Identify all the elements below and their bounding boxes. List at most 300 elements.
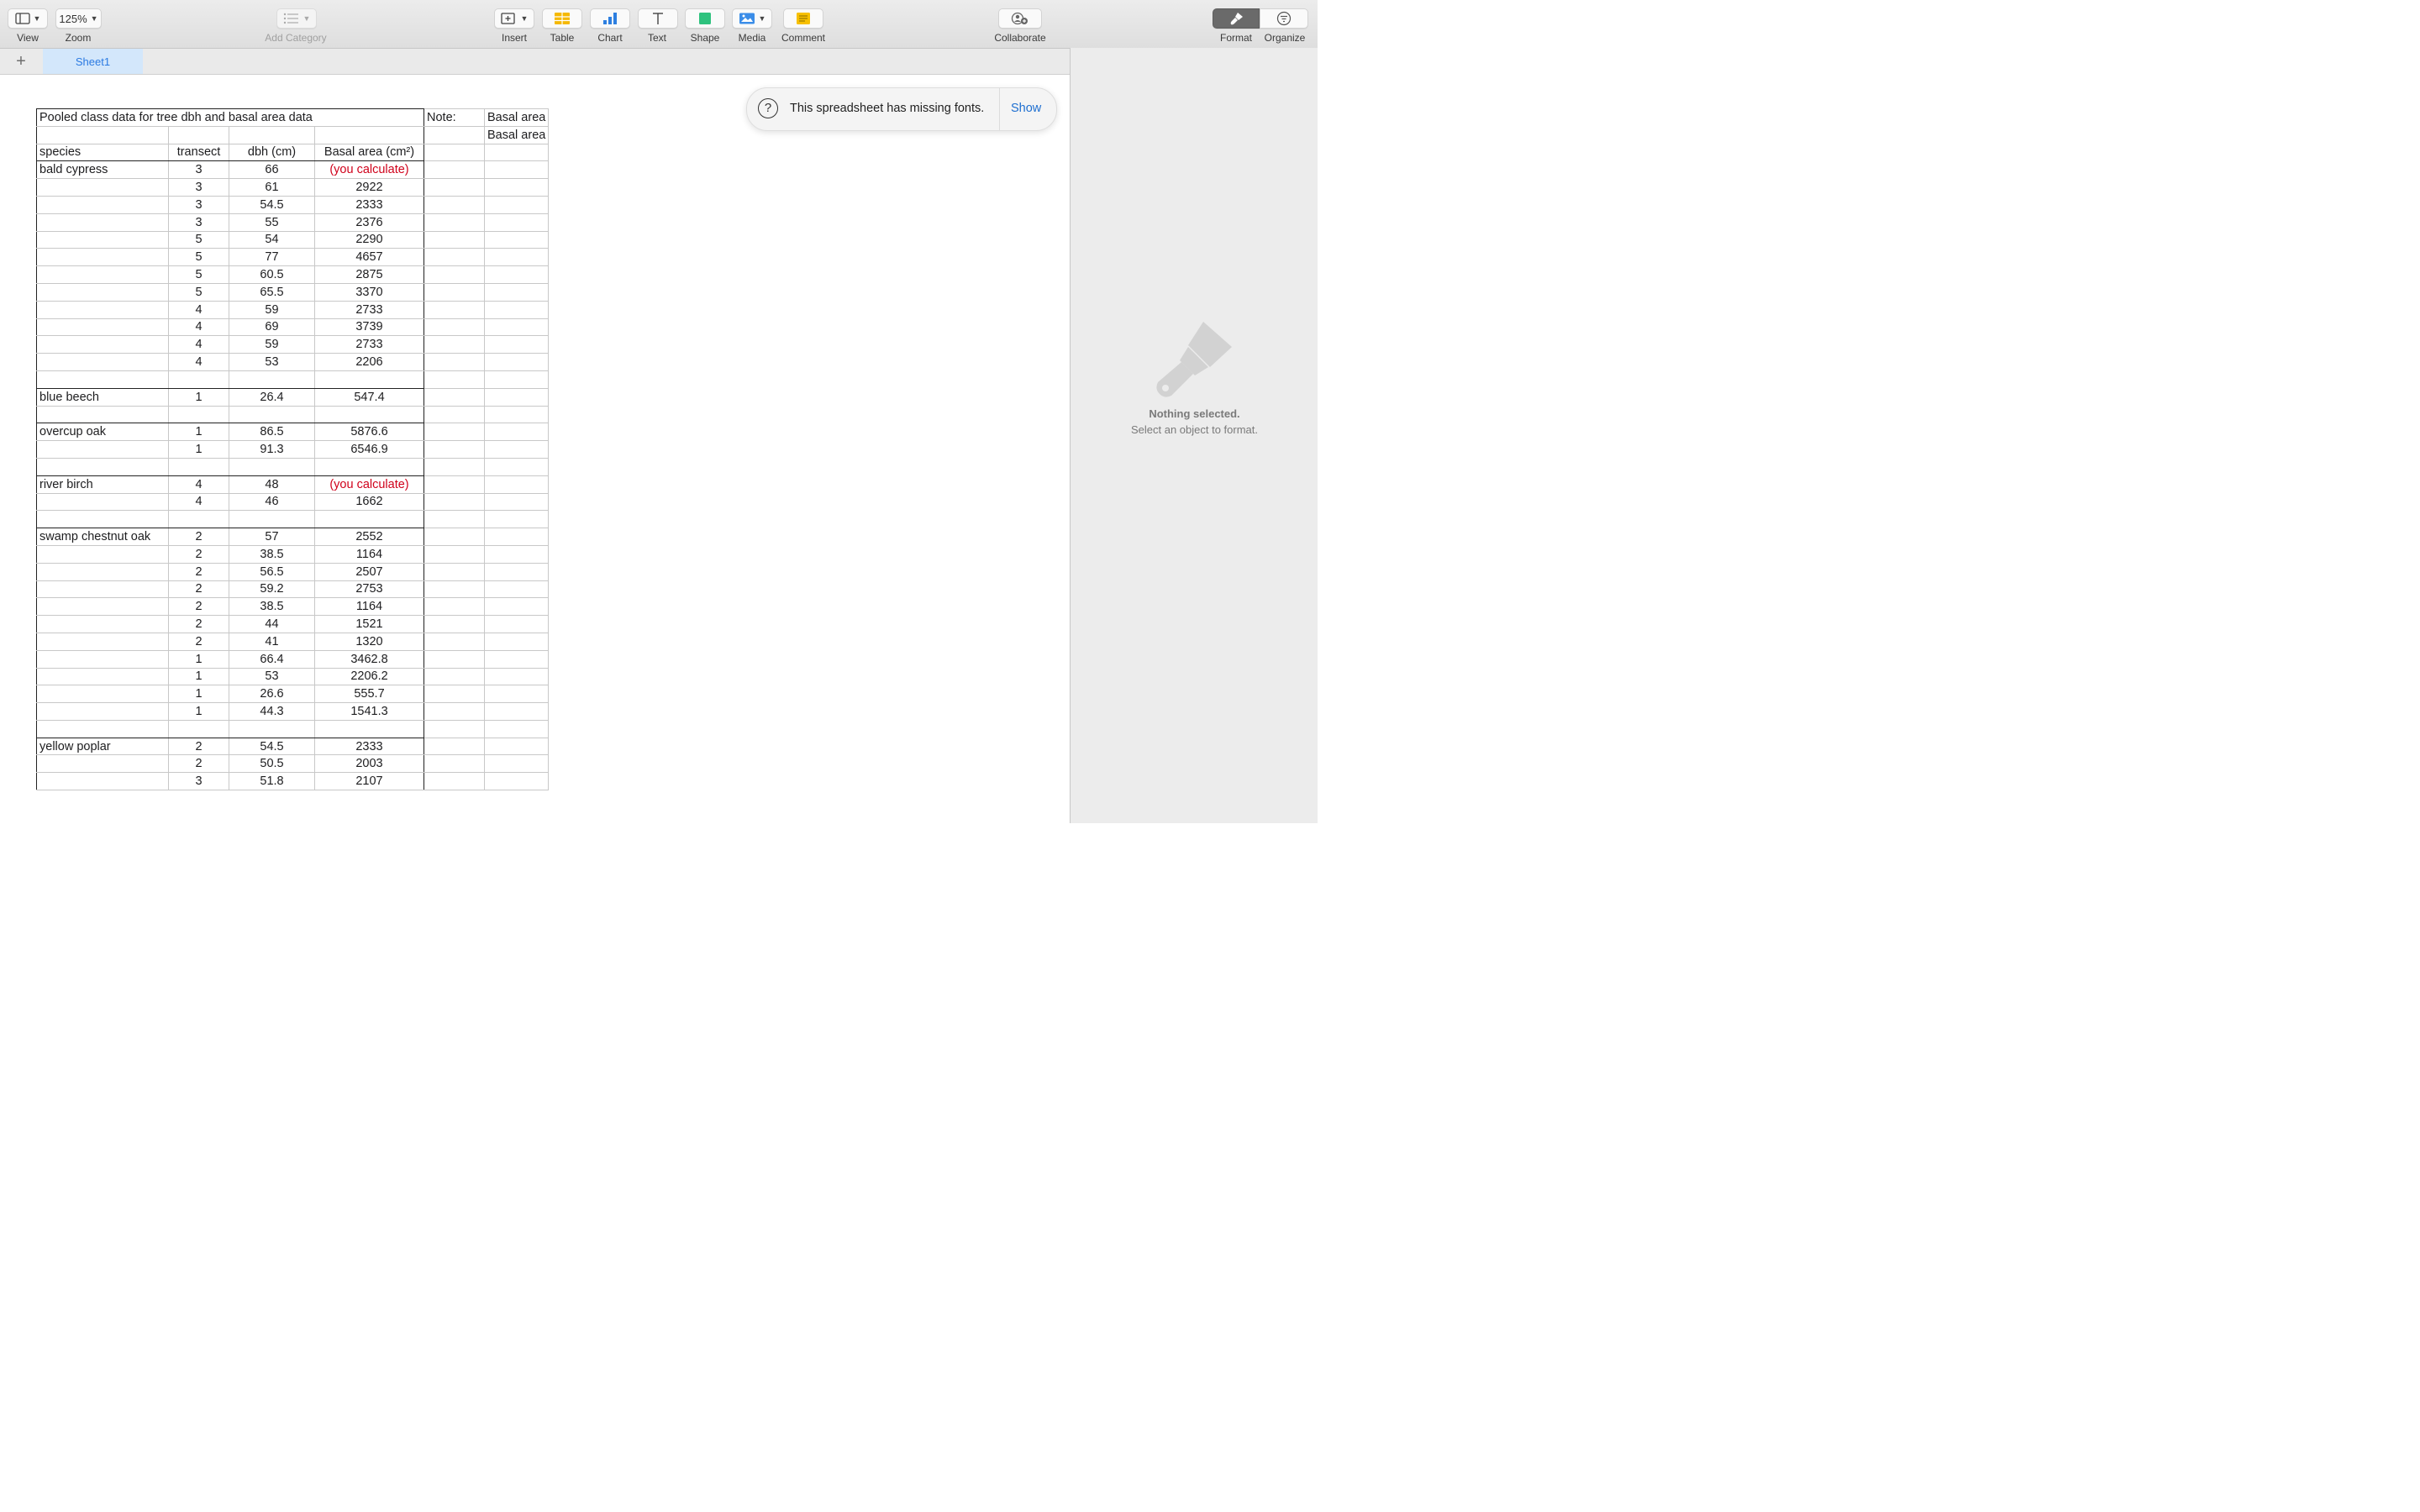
- table-cell[interactable]: 48: [229, 475, 315, 493]
- table-cell[interactable]: 1320: [315, 633, 424, 650]
- table-cell[interactable]: 66: [229, 161, 315, 179]
- table-cell[interactable]: 4: [169, 318, 229, 336]
- table-cell[interactable]: [315, 720, 424, 738]
- column-header[interactable]: Basal area (cm²): [315, 144, 424, 161]
- banner-divider: [999, 88, 1000, 130]
- table-cell[interactable]: 1541.3: [315, 703, 424, 721]
- cell[interactable]: [424, 161, 485, 179]
- table-row: [37, 249, 549, 266]
- cell[interactable]: [485, 336, 549, 354]
- table-cell[interactable]: [37, 179, 169, 197]
- table-cell[interactable]: [229, 511, 315, 528]
- table-cell[interactable]: 1: [169, 441, 229, 459]
- cell[interactable]: [424, 580, 485, 598]
- table-cell[interactable]: 2753: [315, 580, 424, 598]
- sheet-tab-bar: [0, 49, 1070, 75]
- cell[interactable]: [485, 144, 549, 161]
- table-cell[interactable]: 2003: [315, 755, 424, 773]
- cell[interactable]: [485, 266, 549, 284]
- cell[interactable]: [485, 179, 549, 197]
- cell[interactable]: [485, 616, 549, 633]
- cell[interactable]: [485, 580, 549, 598]
- table-cell[interactable]: 57: [229, 528, 315, 546]
- cell[interactable]: [485, 703, 549, 721]
- cell[interactable]: [424, 598, 485, 616]
- table-cell[interactable]: [37, 283, 169, 301]
- cell[interactable]: [424, 354, 485, 371]
- table-cell[interactable]: 91.3: [229, 441, 315, 459]
- cell[interactable]: [424, 493, 485, 511]
- cell[interactable]: [424, 283, 485, 301]
- table-cell[interactable]: 51.8: [229, 773, 315, 790]
- column-header[interactable]: transect: [169, 144, 229, 161]
- table-cell[interactable]: [37, 545, 169, 563]
- table-cell[interactable]: 2206: [315, 354, 424, 371]
- cell[interactable]: [424, 545, 485, 563]
- cell[interactable]: [424, 738, 485, 755]
- table-row: [37, 231, 549, 249]
- tab-sheet1[interactable]: Sheet1: [43, 49, 143, 74]
- square-icon: [698, 12, 712, 25]
- cell[interactable]: [424, 703, 485, 721]
- cell[interactable]: [485, 231, 549, 249]
- cell[interactable]: [424, 336, 485, 354]
- table-cell[interactable]: [37, 301, 169, 318]
- filter-icon: [1276, 11, 1292, 26]
- table-cell[interactable]: 547.4: [315, 388, 424, 406]
- cell[interactable]: [315, 126, 424, 144]
- table-cell[interactable]: [169, 458, 229, 475]
- cell[interactable]: [424, 563, 485, 580]
- table-cell[interactable]: [37, 511, 169, 528]
- chevron-down-icon: ▼: [302, 14, 311, 23]
- table-cell[interactable]: 2733: [315, 301, 424, 318]
- table-row: [37, 441, 549, 459]
- table-cell[interactable]: 3370: [315, 283, 424, 301]
- table-cell[interactable]: 2507: [315, 563, 424, 580]
- table-cell[interactable]: 2: [169, 545, 229, 563]
- cell[interactable]: [485, 633, 549, 650]
- table-cell[interactable]: [229, 370, 315, 388]
- table-cell[interactable]: 5: [169, 283, 229, 301]
- table-cell[interactable]: 65.5: [229, 283, 315, 301]
- note-label-cell[interactable]: Note:: [424, 109, 485, 127]
- cell[interactable]: [424, 668, 485, 685]
- cell[interactable]: [424, 441, 485, 459]
- cell[interactable]: [424, 388, 485, 406]
- inspector-title: Nothing selected.: [1149, 407, 1240, 420]
- table-cell[interactable]: 59: [229, 301, 315, 318]
- cell[interactable]: [37, 126, 169, 144]
- table-cell[interactable]: yellow poplar: [37, 738, 169, 755]
- add-category-button[interactable]: [276, 8, 317, 29]
- table-cell[interactable]: [37, 720, 169, 738]
- table-row: [37, 703, 549, 721]
- table-cell[interactable]: [37, 650, 169, 668]
- add-person-icon: [1010, 12, 1030, 25]
- chart-button[interactable]: [590, 8, 630, 29]
- table-cell[interactable]: [37, 773, 169, 790]
- table-cell[interactable]: [37, 616, 169, 633]
- table-cell[interactable]: 61: [229, 179, 315, 197]
- photo-icon: [739, 12, 755, 25]
- table-row: [37, 720, 549, 738]
- table-cell[interactable]: 77: [229, 249, 315, 266]
- table-cell[interactable]: 3: [169, 196, 229, 213]
- cell[interactable]: [485, 406, 549, 423]
- table-cell[interactable]: 26.4: [229, 388, 315, 406]
- cell[interactable]: [485, 668, 549, 685]
- table-cell[interactable]: [37, 703, 169, 721]
- table-cell[interactable]: 1: [169, 668, 229, 685]
- cell[interactable]: [424, 318, 485, 336]
- table-cell[interactable]: 2: [169, 598, 229, 616]
- table-cell[interactable]: 3: [169, 161, 229, 179]
- table-row: [37, 161, 549, 179]
- sidebar-icon: [15, 13, 30, 24]
- table-row: [37, 283, 549, 301]
- table-cell[interactable]: [37, 354, 169, 371]
- view-button[interactable]: [8, 8, 48, 29]
- note-text-cell[interactable]: Basal area: [485, 126, 549, 144]
- table-cell[interactable]: [315, 406, 424, 423]
- table-row: [37, 563, 549, 580]
- table-cell[interactable]: [37, 755, 169, 773]
- table-cell[interactable]: [169, 720, 229, 738]
- cell[interactable]: [485, 441, 549, 459]
- cell[interactable]: [424, 231, 485, 249]
- table-row: [37, 318, 549, 336]
- table-cell[interactable]: [37, 370, 169, 388]
- cell[interactable]: [424, 755, 485, 773]
- table-cell[interactable]: [37, 458, 169, 475]
- add-category-label: Add Category: [265, 32, 327, 44]
- organize-button[interactable]: [1260, 8, 1308, 29]
- table-cell[interactable]: [37, 213, 169, 231]
- table-row: [37, 213, 549, 231]
- table-row: [37, 126, 549, 144]
- table-cell[interactable]: 54: [229, 231, 315, 249]
- table-cell[interactable]: [169, 406, 229, 423]
- column-header[interactable]: dbh (cm): [229, 144, 315, 161]
- column-header[interactable]: species: [37, 144, 169, 161]
- table-cell[interactable]: [37, 598, 169, 616]
- table-cell[interactable]: 3739: [315, 318, 424, 336]
- table-row: [37, 336, 549, 354]
- table-cell[interactable]: river birch: [37, 475, 169, 493]
- cell[interactable]: [485, 685, 549, 703]
- table-cell[interactable]: 2733: [315, 336, 424, 354]
- cell[interactable]: [424, 633, 485, 650]
- table-cell[interactable]: [37, 441, 169, 459]
- cell[interactable]: [485, 301, 549, 318]
- table-cell[interactable]: [37, 563, 169, 580]
- table-row: [37, 179, 549, 197]
- table-row: [37, 773, 549, 790]
- cell[interactable]: [424, 685, 485, 703]
- cell[interactable]: [485, 318, 549, 336]
- table-cell[interactable]: 53: [229, 354, 315, 371]
- table-cell[interactable]: 53: [229, 668, 315, 685]
- comment-button[interactable]: [783, 8, 823, 29]
- table-cell[interactable]: 44: [229, 616, 315, 633]
- table-cell[interactable]: 2206.2: [315, 668, 424, 685]
- table-cell[interactable]: bald cypress: [37, 161, 169, 179]
- table-row: [37, 755, 549, 773]
- cell[interactable]: [485, 196, 549, 213]
- chevron-down-icon: ▼: [520, 14, 529, 23]
- table-cell[interactable]: 2333: [315, 738, 424, 755]
- cell[interactable]: [424, 423, 485, 441]
- cell[interactable]: [485, 475, 549, 493]
- table-cell[interactable]: [37, 196, 169, 213]
- table-cell[interactable]: 3: [169, 213, 229, 231]
- table-cell[interactable]: 50.5: [229, 755, 315, 773]
- table-cell[interactable]: 60.5: [229, 266, 315, 284]
- table-cell[interactable]: 1: [169, 650, 229, 668]
- table-cell[interactable]: 55: [229, 213, 315, 231]
- question-icon: ?: [758, 98, 778, 118]
- table-cell[interactable]: 2: [169, 563, 229, 580]
- table-cell[interactable]: [37, 685, 169, 703]
- show-fonts-button[interactable]: Show: [1011, 102, 1042, 115]
- table-cell[interactable]: 5876.6: [315, 423, 424, 441]
- table-cell[interactable]: [315, 370, 424, 388]
- table-cell[interactable]: [37, 336, 169, 354]
- table-cell[interactable]: 1: [169, 388, 229, 406]
- cell[interactable]: [485, 755, 549, 773]
- collaborate-button[interactable]: [998, 8, 1042, 29]
- cell[interactable]: [424, 475, 485, 493]
- table-cell[interactable]: [37, 668, 169, 685]
- table-row: [37, 109, 549, 127]
- cell[interactable]: [485, 598, 549, 616]
- cell[interactable]: [485, 283, 549, 301]
- table-cell[interactable]: 1521: [315, 616, 424, 633]
- missing-fonts-banner: [746, 87, 1057, 131]
- cell[interactable]: [424, 196, 485, 213]
- insert-button[interactable]: [494, 8, 534, 29]
- table-cell[interactable]: 1164: [315, 598, 424, 616]
- table-cell[interactable]: 3: [169, 179, 229, 197]
- table-cell[interactable]: 41: [229, 633, 315, 650]
- shape-label: Shape: [690, 32, 720, 44]
- cell[interactable]: [424, 249, 485, 266]
- table-row: [37, 423, 549, 441]
- cell[interactable]: [424, 144, 485, 161]
- cell[interactable]: [424, 720, 485, 738]
- table-button[interactable]: [542, 8, 582, 29]
- collaborate-label: Collaborate: [994, 32, 1046, 44]
- table-cell[interactable]: [229, 720, 315, 738]
- chevron-down-icon: ▼: [33, 14, 41, 23]
- cell[interactable]: [485, 249, 549, 266]
- table-cell[interactable]: 54.5: [229, 738, 315, 755]
- table-cell[interactable]: [315, 511, 424, 528]
- cell[interactable]: [424, 266, 485, 284]
- cell[interactable]: [485, 354, 549, 371]
- sheet-canvas: [0, 75, 1070, 823]
- toolbar: [0, 0, 1318, 49]
- bar-chart-icon: [602, 12, 618, 25]
- cell[interactable]: [485, 650, 549, 668]
- table-row: [37, 370, 549, 388]
- table-cell[interactable]: [37, 493, 169, 511]
- table-cell[interactable]: 38.5: [229, 545, 315, 563]
- cell[interactable]: [424, 528, 485, 546]
- table-cell[interactable]: 2: [169, 633, 229, 650]
- table-cell[interactable]: 2376: [315, 213, 424, 231]
- table-cell[interactable]: 1662: [315, 493, 424, 511]
- table-cell[interactable]: 2333: [315, 196, 424, 213]
- table-cell[interactable]: 2: [169, 738, 229, 755]
- table-cell[interactable]: (you calculate): [315, 161, 424, 179]
- table-cell[interactable]: [169, 370, 229, 388]
- cell[interactable]: [424, 773, 485, 790]
- table-row: [37, 511, 549, 528]
- table-cell[interactable]: 54.5: [229, 196, 315, 213]
- table-row: [37, 458, 549, 475]
- table-row: [37, 196, 549, 213]
- cell[interactable]: [485, 528, 549, 546]
- shape-button[interactable]: [685, 8, 725, 29]
- table-cell[interactable]: blue beech: [37, 388, 169, 406]
- table-row: [37, 685, 549, 703]
- cell[interactable]: [424, 213, 485, 231]
- table-cell[interactable]: 4: [169, 301, 229, 318]
- table-cell[interactable]: 1: [169, 423, 229, 441]
- cell[interactable]: [169, 126, 229, 144]
- cell[interactable]: [424, 458, 485, 475]
- format-inspector: [1070, 48, 1318, 823]
- table-cell[interactable]: 6546.9: [315, 441, 424, 459]
- table-cell[interactable]: [37, 580, 169, 598]
- cell[interactable]: [485, 370, 549, 388]
- media-button[interactable]: [732, 8, 772, 29]
- table-cell[interactable]: [37, 406, 169, 423]
- table-cell[interactable]: 2: [169, 580, 229, 598]
- table-icon: [554, 12, 571, 25]
- note-text-cell[interactable]: Basal area: [485, 109, 549, 127]
- cell[interactable]: [424, 406, 485, 423]
- table-cell[interactable]: 46: [229, 493, 315, 511]
- table-cell[interactable]: 4: [169, 336, 229, 354]
- table-cell[interactable]: 2107: [315, 773, 424, 790]
- cell[interactable]: [485, 493, 549, 511]
- cell[interactable]: [485, 458, 549, 475]
- cell[interactable]: [485, 545, 549, 563]
- cell[interactable]: [485, 511, 549, 528]
- inspector-subtitle: Select an object to format.: [1130, 423, 1259, 436]
- cell[interactable]: [485, 213, 549, 231]
- cell[interactable]: [485, 423, 549, 441]
- table-cell[interactable]: 5: [169, 249, 229, 266]
- table-cell[interactable]: 69: [229, 318, 315, 336]
- table-row: [37, 493, 549, 511]
- add-sheet-button[interactable]: +: [16, 52, 26, 71]
- cell[interactable]: [229, 126, 315, 144]
- cell[interactable]: [485, 388, 549, 406]
- table-cell[interactable]: 2290: [315, 231, 424, 249]
- table-cell[interactable]: 38.5: [229, 598, 315, 616]
- table-cell[interactable]: 59.2: [229, 580, 315, 598]
- table-cell[interactable]: 26.6: [229, 685, 315, 703]
- sheet-title-cell[interactable]: Pooled class data for tree dbh and basal area data: [37, 109, 424, 127]
- table-cell[interactable]: overcup oak: [37, 423, 169, 441]
- table-cell[interactable]: 56.5: [229, 563, 315, 580]
- paintbrush-icon: [1228, 12, 1244, 25]
- table-cell[interactable]: [37, 633, 169, 650]
- table-cell[interactable]: 2: [169, 528, 229, 546]
- table-cell[interactable]: [229, 458, 315, 475]
- cell[interactable]: [424, 616, 485, 633]
- table-cell[interactable]: [315, 458, 424, 475]
- table-cell[interactable]: 2: [169, 616, 229, 633]
- table-cell[interactable]: [229, 406, 315, 423]
- table-cell[interactable]: [37, 318, 169, 336]
- cell[interactable]: [424, 511, 485, 528]
- cell[interactable]: [485, 773, 549, 790]
- cell[interactable]: [424, 301, 485, 318]
- text-button[interactable]: [638, 8, 678, 29]
- table-cell[interactable]: [37, 266, 169, 284]
- cell[interactable]: [424, 370, 485, 388]
- table-cell[interactable]: 4: [169, 493, 229, 511]
- table-cell[interactable]: 3462.8: [315, 650, 424, 668]
- table-cell[interactable]: 3: [169, 773, 229, 790]
- table-row: [37, 475, 549, 493]
- header-row: [37, 144, 549, 161]
- table-row: [37, 598, 549, 616]
- cell[interactable]: [424, 126, 485, 144]
- table-cell[interactable]: 66.4: [229, 650, 315, 668]
- table-cell[interactable]: [37, 249, 169, 266]
- table-cell[interactable]: 5: [169, 231, 229, 249]
- chevron-down-icon: ▼: [90, 14, 98, 23]
- format-label: Format: [1219, 32, 1253, 44]
- table-cell[interactable]: 4657: [315, 249, 424, 266]
- table-cell[interactable]: 1164: [315, 545, 424, 563]
- table-cell[interactable]: swamp chestnut oak: [37, 528, 169, 546]
- table-cell[interactable]: 59: [229, 336, 315, 354]
- table-row: [37, 650, 549, 668]
- format-button[interactable]: [1213, 8, 1260, 29]
- table-row: [37, 406, 549, 423]
- table-cell[interactable]: 2552: [315, 528, 424, 546]
- table-cell[interactable]: [169, 511, 229, 528]
- cell[interactable]: [485, 161, 549, 179]
- cell[interactable]: [424, 650, 485, 668]
- table-cell[interactable]: 86.5: [229, 423, 315, 441]
- table-cell[interactable]: 1: [169, 703, 229, 721]
- cell[interactable]: [485, 738, 549, 755]
- table-cell[interactable]: (you calculate): [315, 475, 424, 493]
- cell[interactable]: [485, 720, 549, 738]
- table-cell[interactable]: 4: [169, 354, 229, 371]
- table-cell[interactable]: 2922: [315, 179, 424, 197]
- cell[interactable]: [424, 179, 485, 197]
- table-cell[interactable]: 2875: [315, 266, 424, 284]
- table-cell[interactable]: [37, 231, 169, 249]
- table-cell[interactable]: 4: [169, 475, 229, 493]
- cell[interactable]: [485, 563, 549, 580]
- table-cell[interactable]: 44.3: [229, 703, 315, 721]
- table-cell[interactable]: 5: [169, 266, 229, 284]
- table-cell[interactable]: 1: [169, 685, 229, 703]
- zoom-button[interactable]: [55, 8, 102, 29]
- table-cell[interactable]: 2: [169, 755, 229, 773]
- table-cell[interactable]: 555.7: [315, 685, 424, 703]
